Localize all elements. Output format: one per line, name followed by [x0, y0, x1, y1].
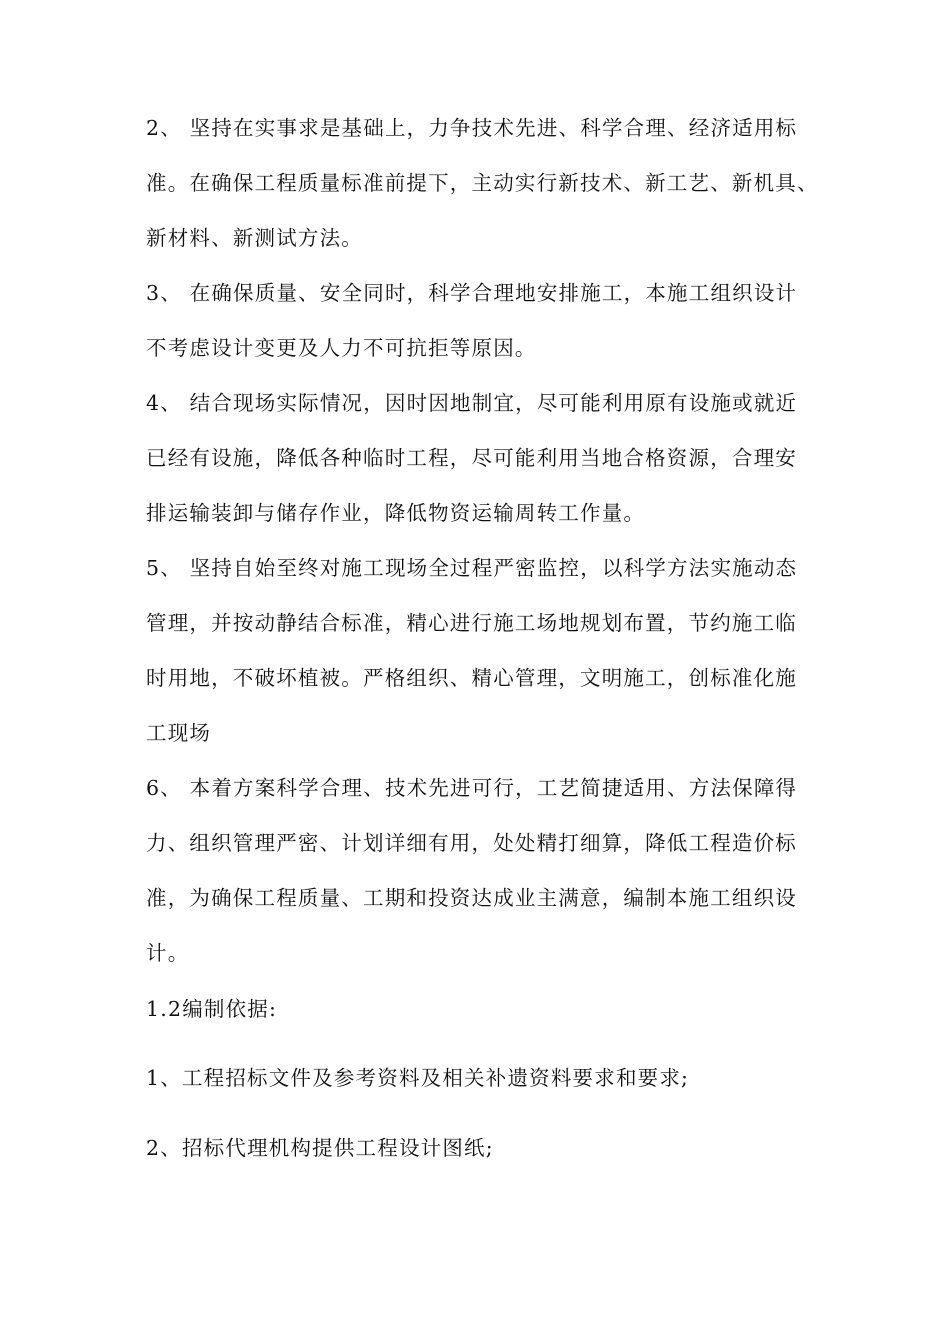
text-line: 准，为确保工程质量、工期和投资达成业主满意，编制本施工组织设	[146, 886, 797, 910]
text-line: 已经有设施，降低各种临时工程，尽可能利用当地合格资源，合理安	[146, 446, 797, 470]
text-line: 时用地，不破坏植被。严格组织、精心管理，文明施工，创标准化施	[146, 666, 797, 690]
text-line: 力、组织管理严密、计划详细有用，处处精打细算，降低工程造价标	[146, 831, 797, 855]
text-line: 1、工程招标文件及参考资料及相关补遗资料要求和要求;	[146, 1066, 690, 1090]
text-line: 计。	[146, 941, 190, 965]
text-line: 管理，并按动静结合标准，精心进行施工场地规划布置，节约施工临	[146, 611, 797, 635]
text-line: 排运输装卸与储存作业，降低物资运输周转工作量。	[146, 501, 646, 525]
text-line: 4、 结合现场实际情况，因时因地制宜，尽可能利用原有设施或就近	[146, 391, 798, 415]
text-line: 工现场	[146, 721, 212, 745]
text-line: 准。在确保工程质量标准前提下，主动实行新技术、新工艺、新机具、	[146, 171, 819, 195]
text-line: 2、招标代理机构提供工程设计图纸;	[146, 1136, 494, 1160]
text-line: 新材料、新测试方法。	[146, 226, 363, 250]
text-line: 不考虑设计变更及人力不可抗拒等原因。	[146, 336, 537, 360]
section-heading: 1.2编制依据:	[146, 997, 278, 1021]
text-line: 2、 坚持在实事求是基础上，力争技术先进、科学合理、经济适用标	[146, 116, 798, 140]
text-line: 5、 坚持自始至终对施工现场全过程严密监控，以科学方法实施动态	[146, 556, 798, 580]
text-line: 3、 在确保质量、安全同时，科学合理地安排施工，本施工组织设计	[146, 281, 798, 305]
text-line: 6、 本着方案科学合理、技术先进可行，工艺简捷适用、方法保障得	[146, 776, 798, 800]
